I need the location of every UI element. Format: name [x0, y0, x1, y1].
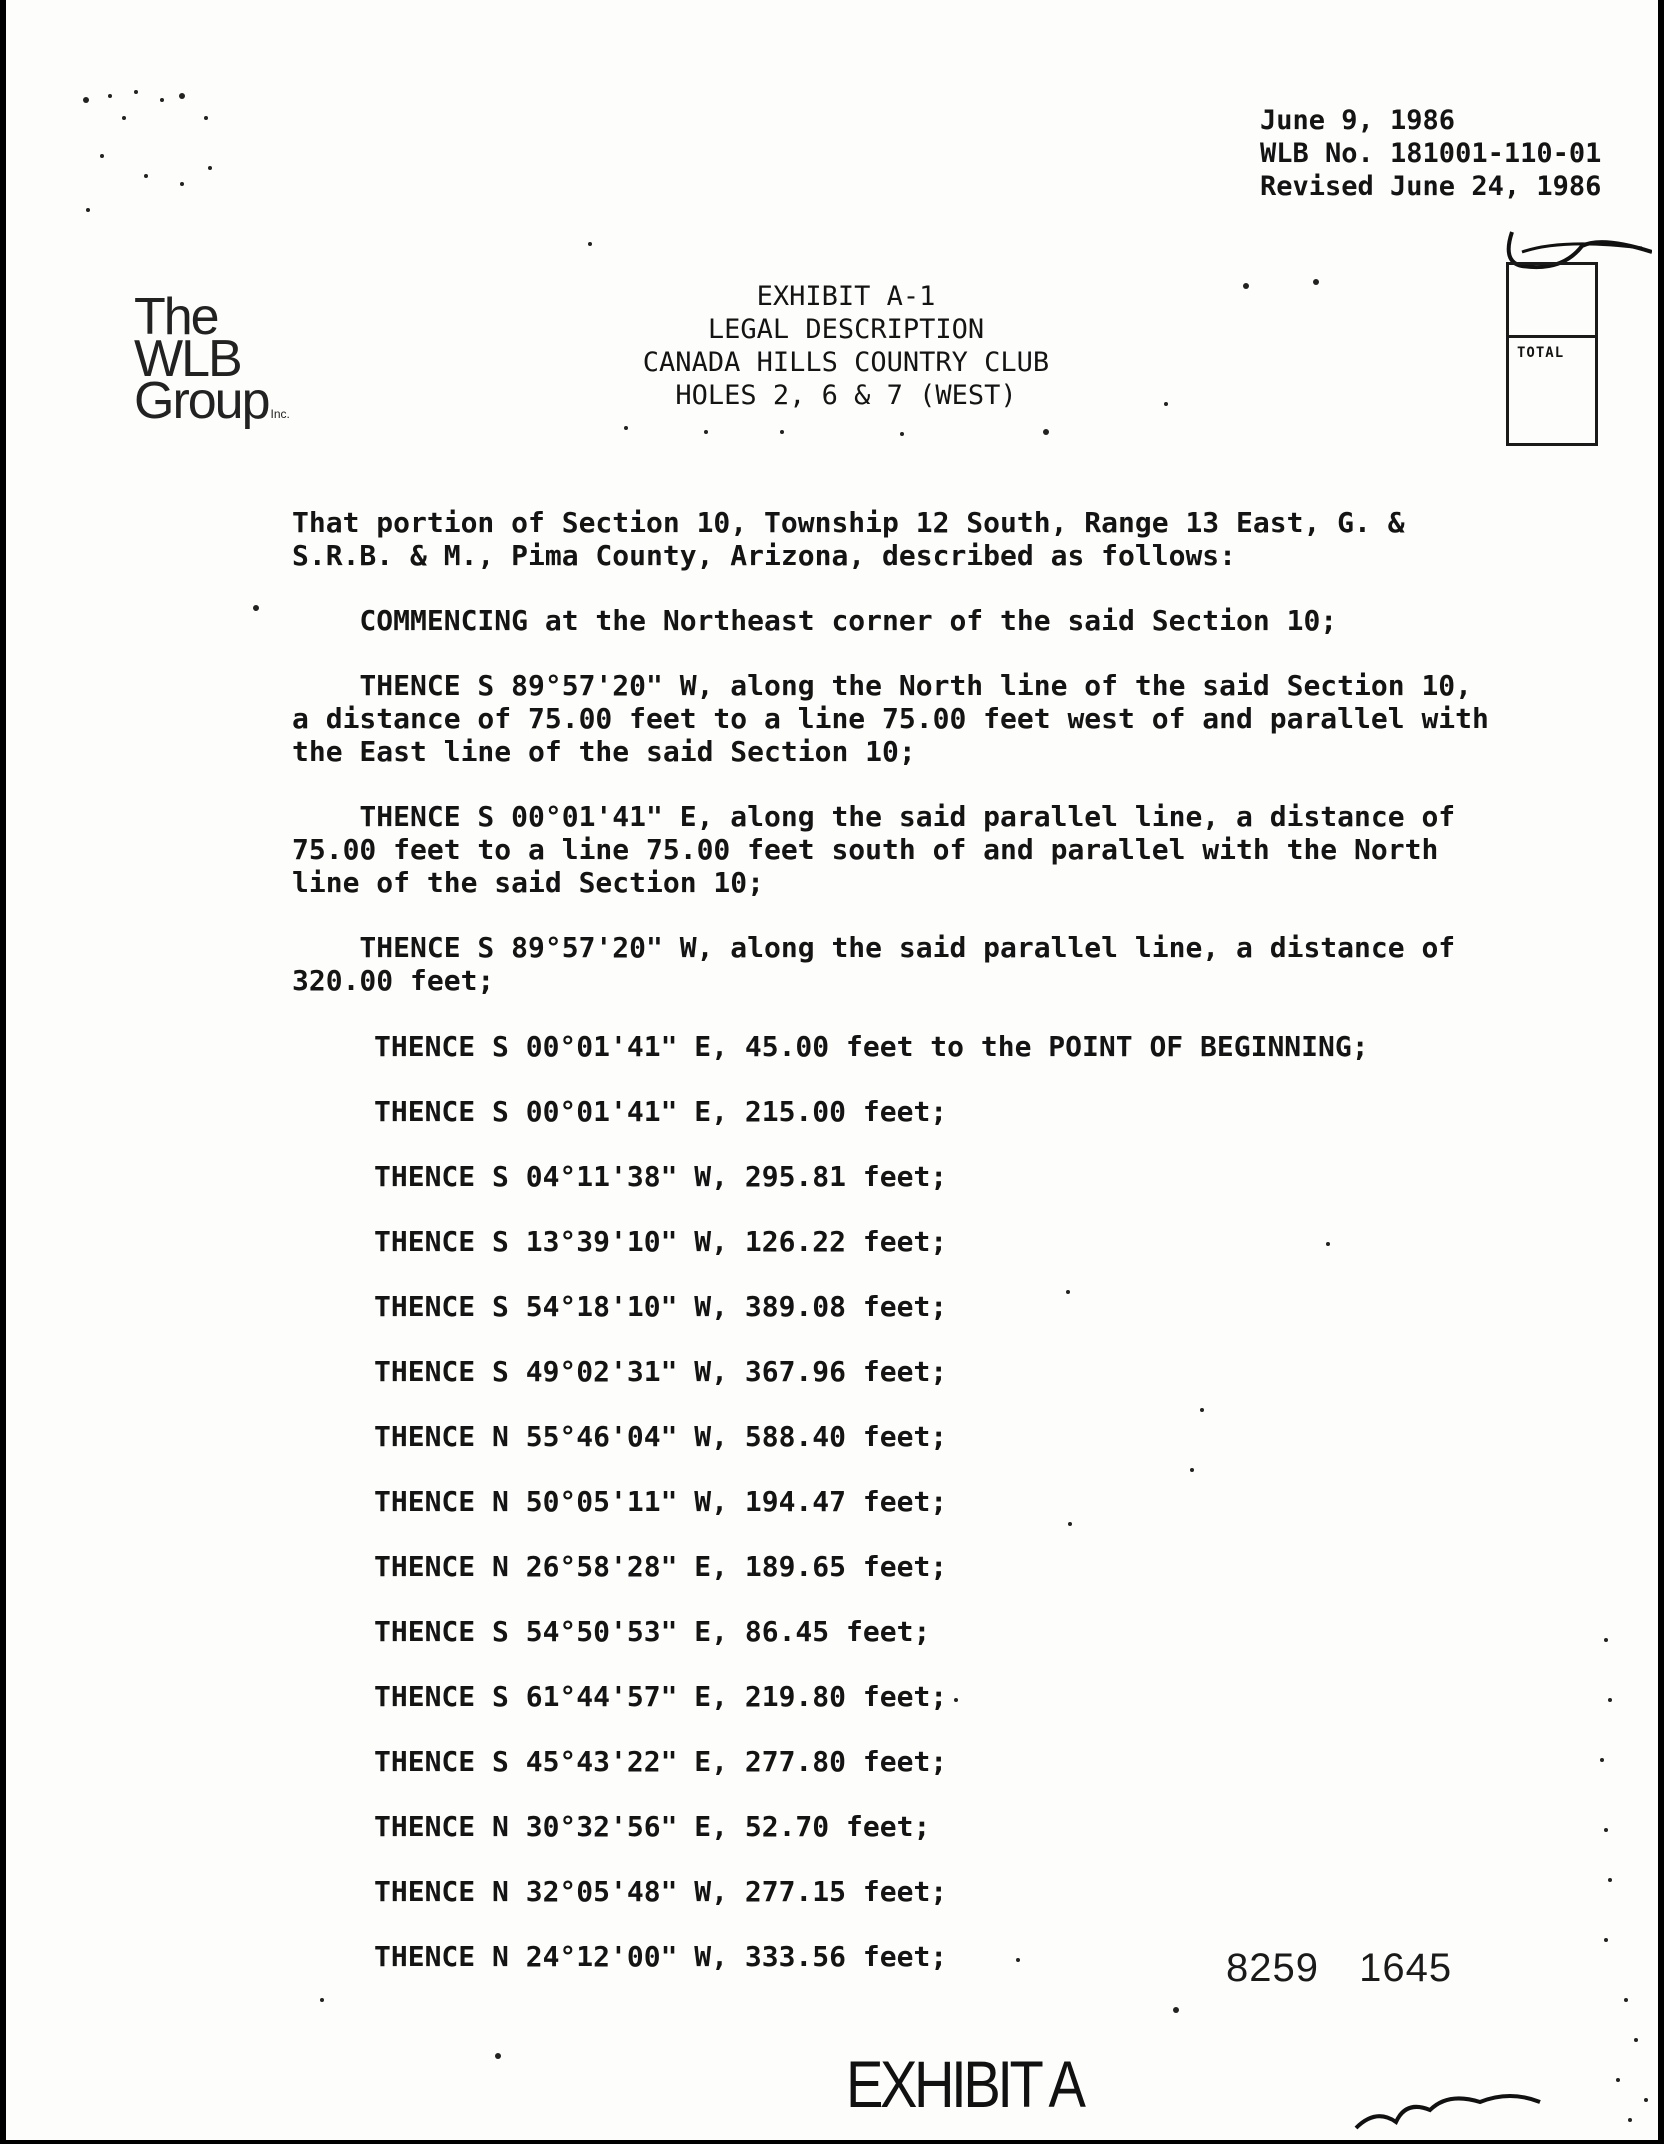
- title-line-2: LEGAL DESCRIPTION: [707, 314, 985, 345]
- boundary-call: THENCE S 04°11'38" W, 295.81 feet;: [374, 1160, 948, 1193]
- wlb-group-logo: [134, 288, 290, 435]
- exhibit-title: [566, 280, 1126, 412]
- title-line-4: HOLES 2, 6 & 7 (WEST): [675, 380, 1017, 411]
- title-line-1: EXHIBIT A-1: [756, 281, 936, 312]
- logo-suffix: Inc.: [270, 407, 290, 421]
- commencing-line: COMMENCING at the Northeast corner of the said Section 10;: [292, 604, 1338, 637]
- boundary-call: THENCE N 30°32'56" E, 52.70 feet;: [374, 1810, 931, 1843]
- logo-line-1: The: [134, 288, 218, 346]
- boundary-call: THENCE S 61°44'57" E, 219.80 feet;: [374, 1680, 948, 1713]
- boundary-call: THENCE S 00°01'41" E, 215.00 feet;: [374, 1095, 948, 1128]
- paragraph-3-line-1: THENCE S 89°57'20" W, along the said parallel line, a distance of: [292, 931, 1456, 964]
- boundary-call: THENCE S 49°02'31" W, 367.96 feet;: [374, 1355, 948, 1388]
- boundary-call: THENCE N 32°05'48" W, 277.15 feet;: [374, 1875, 948, 1908]
- date-line: June 9, 1986: [1260, 105, 1456, 136]
- logo-line-3: Group: [134, 372, 269, 430]
- stamp-divider: [1509, 335, 1595, 338]
- boundary-call: THENCE S 54°50'53" E, 86.45 feet;: [374, 1615, 931, 1648]
- paragraph-3-line-2: 320.00 feet;: [292, 964, 495, 997]
- boundary-call: THENCE S 13°39'10" W, 126.22 feet;: [374, 1225, 948, 1258]
- title-line-3: CANADA HILLS COUNTRY CLUB: [642, 347, 1050, 378]
- legal-description-body: [292, 506, 1489, 997]
- stamp-inner-text: TOTAL: [1517, 345, 1565, 361]
- boundary-call: THENCE N 26°58'28" E, 189.65 feet;: [374, 1550, 948, 1583]
- intro-line-2: S.R.B. & M., Pima County, Arizona, described as follows:: [292, 539, 1237, 572]
- boundary-call: THENCE S 54°18'10" W, 389.08 feet;: [374, 1290, 948, 1323]
- paragraph-2-line-2: 75.00 feet to a line 75.00 feet south of and parallel with the North: [292, 833, 1439, 866]
- paragraph-1-line-2: a distance of 75.00 feet to a line 75.00 feet west of and parallel with: [292, 702, 1489, 735]
- paragraph-1-line-3: the East line of the said Section 10;: [292, 735, 916, 768]
- document-header: [1260, 104, 1601, 203]
- boundary-call: THENCE S 45°43'22" E, 277.80 feet;: [374, 1745, 948, 1778]
- paragraph-2-line-3: line of the said Section 10;: [292, 866, 765, 899]
- revised-line: Revised June 24, 1986: [1260, 171, 1602, 202]
- approval-stamp-box: [1506, 262, 1598, 446]
- boundary-call: THENCE N 55°46'04" W, 588.40 feet;: [374, 1420, 948, 1453]
- book-page-number: 8259 1645: [1226, 1946, 1453, 1990]
- boundary-calls-list: [374, 1030, 1369, 2005]
- logo-line-2: WLB: [134, 330, 241, 388]
- boundary-call: THENCE N 24°12'00" W, 333.56 feet;: [374, 1940, 948, 1973]
- intro-line-1: That portion of Section 10, Township 12 South, Range 13 East, G. &: [292, 506, 1405, 539]
- boundary-call: THENCE S 00°01'41" E, 45.00 feet to the POINT OF BEGINNING;: [374, 1030, 1369, 1063]
- document-page: [6, 0, 1658, 2140]
- paragraph-2-line-1: THENCE S 00°01'41" E, along the said parallel line, a distance of: [292, 800, 1456, 833]
- wlb-number-line: WLB No. 181001-110-01: [1260, 138, 1602, 169]
- boundary-call: THENCE N 50°05'11" W, 194.47 feet;: [374, 1485, 948, 1518]
- paragraph-1-line-1: THENCE S 89°57'20" W, along the North line of the said Section 10,: [292, 669, 1473, 702]
- exhibit-a-stamp: EXHIBIT A: [846, 2047, 1083, 2121]
